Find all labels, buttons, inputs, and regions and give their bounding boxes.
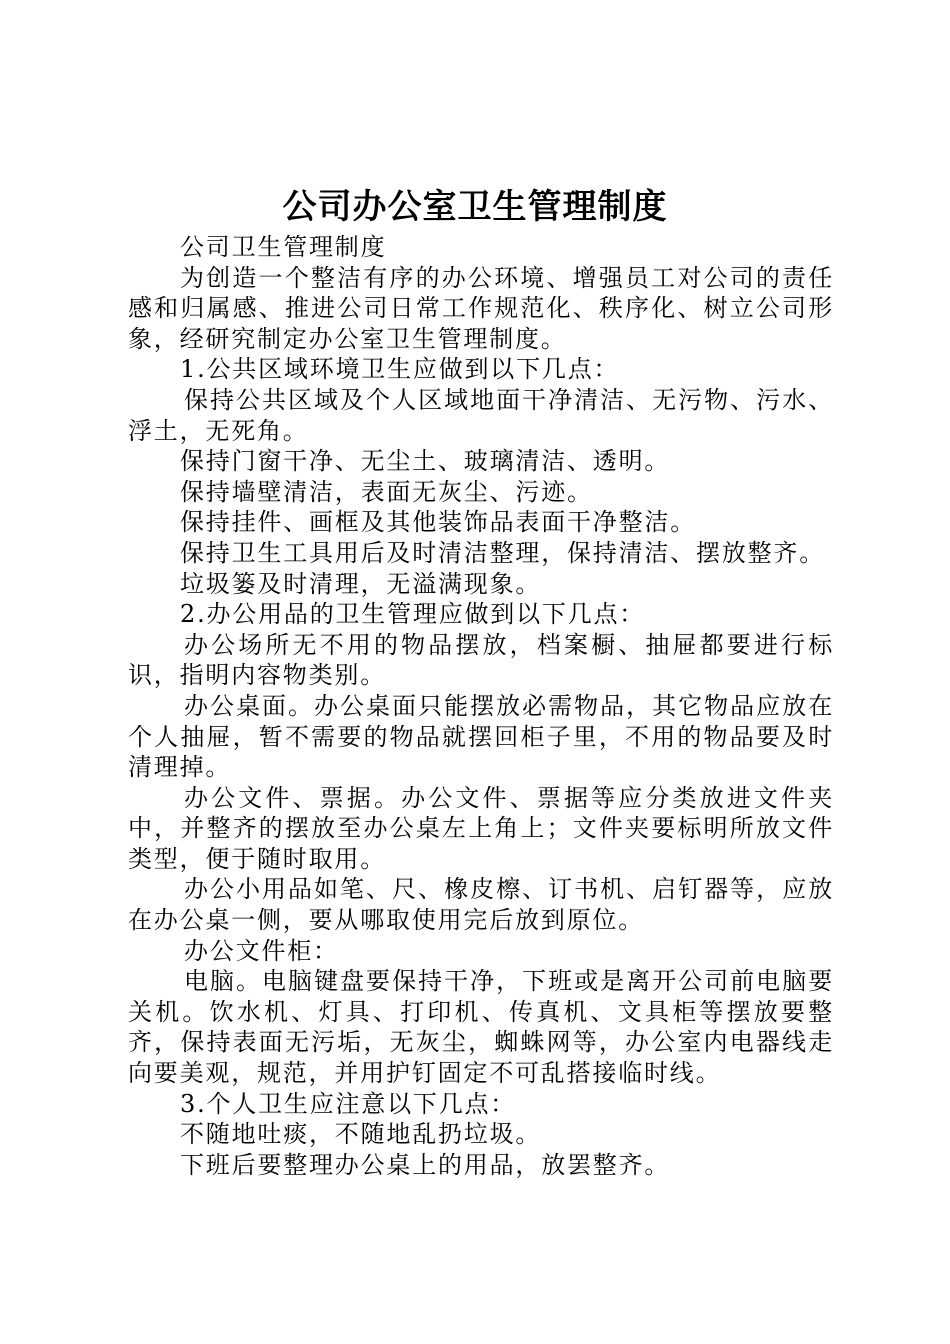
paragraph-item: 下班后要整理办公桌上的用品，放罢整齐。	[180, 1150, 671, 1179]
paragraph-item: 保持墙壁清洁，表面无灰尘、污迹。	[180, 477, 593, 506]
paragraph-item: 办公场所无不用的物品摆放，档案橱、抽屉都要进行标识，指明内容物类别。	[128, 630, 834, 690]
paragraph-intro: 为创造一个整洁有序的办公环境、增强员工对公司的责任感和归属感、推进公司日常工作规范化、秩序化、树立公司形象，经研究制定办公室卫生管理制度。	[128, 263, 834, 353]
section-heading-3: 3.个人卫生应注意以下几点：	[180, 1089, 517, 1118]
document-title: 公司办公室卫生管理制度	[282, 187, 668, 227]
paragraph-subtitle: 公司卫生管理制度	[180, 233, 387, 261]
paragraph-item: 办公小用品如笔、尺、橡皮檫、订书机、启钉器等，应放在办公桌一侧，要从哪取使用完后放到原位。	[128, 875, 834, 935]
paragraph-item: 办公文件柜：	[184, 936, 339, 965]
paragraph-item: 保持门窗干净、无尘土、玻璃清洁、透明。	[180, 447, 671, 476]
section-heading-1: 1.公共区域环境卫生应做到以下几点：	[180, 355, 620, 384]
paragraph-item: 办公桌面。办公桌面只能摆放必需物品，其它物品应放在个人抽屉，暂不需要的物品就摆回柜子里，不用的物品要及时清理掉。	[128, 691, 834, 782]
paragraph-item: 保持卫生工具用后及时清洁整理，保持清洁、摆放整齐。	[180, 538, 825, 567]
paragraph-item: 办公文件、票据。办公文件、票据等应分类放进文件夹中，并整齐的摆放至办公桌左上角上；文件夹要标明所放文件类型，便于随时取用。	[128, 783, 834, 873]
paragraph-item: 电脑。电脑键盘要保持干净，下班或是离开公司前电脑要关机。饮水机、灯具、打印机、传真机、文具柜等摆放要整齐，保持表面无污垢，无灰尘，蜘蛛网等，办公室内电器线走向要美观，规范，并用护钉固定不可乱搭接临时线。	[128, 967, 834, 1088]
paragraph-item: 保持挂件、画框及其他装饰品表面干净整洁。	[180, 508, 696, 537]
paragraph-item: 不随地吐痰，不随地乱扔垃圾。	[180, 1120, 542, 1149]
document-body	[128, 232, 834, 1180]
section-heading-2: 2.办公用品的卫生管理应做到以下几点：	[180, 600, 646, 629]
paragraph-item: 垃圾篓及时清理，无溢满现象。	[180, 569, 542, 598]
paragraph-item: 保持公共区域及个人区域地面干净清洁、无污物、污水、浮土，无死角。	[128, 385, 834, 445]
